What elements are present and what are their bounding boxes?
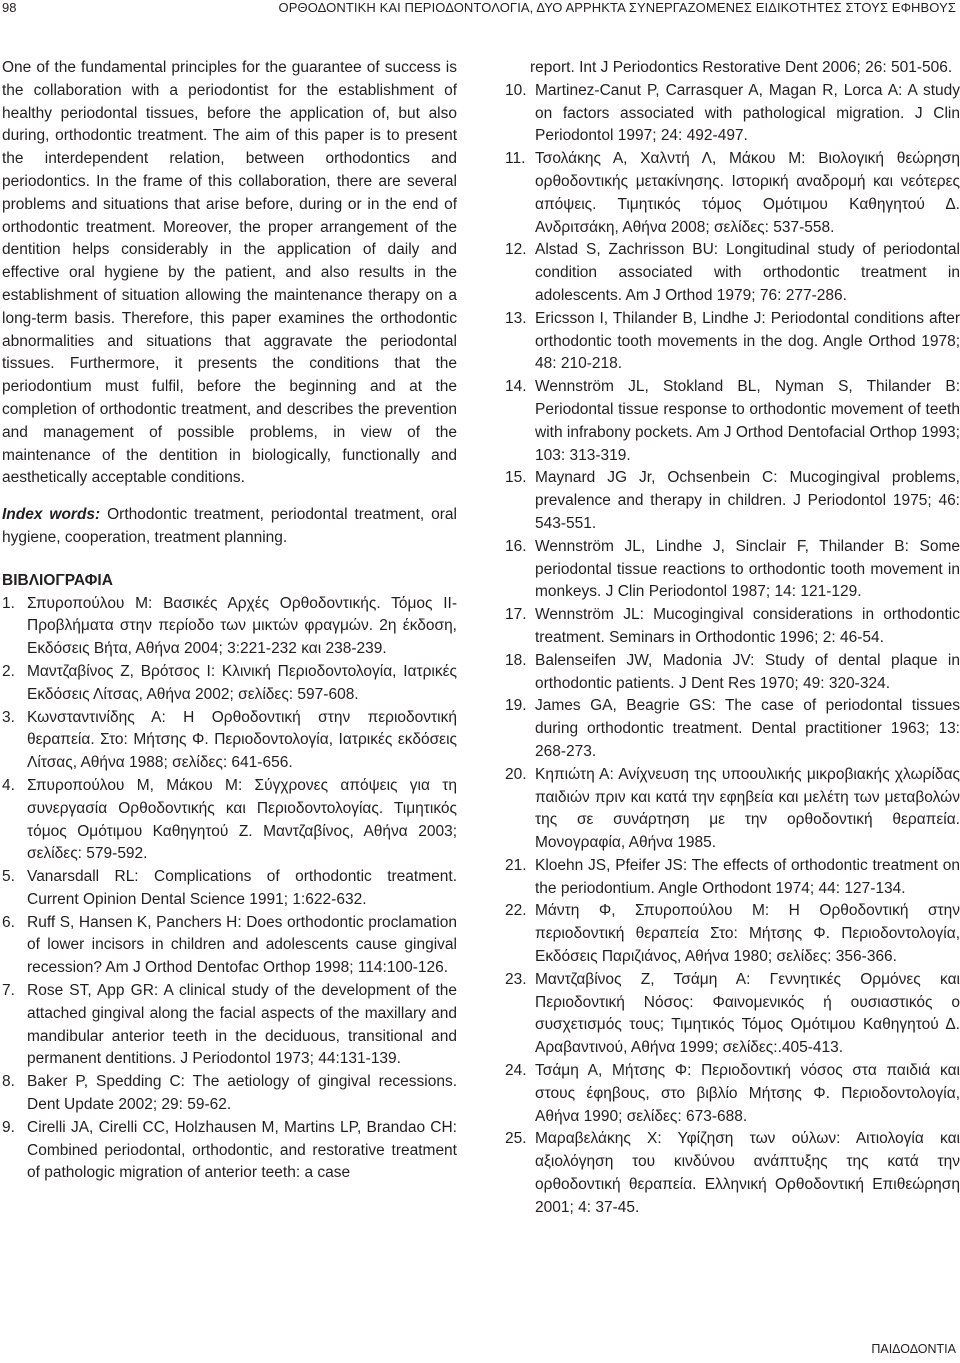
reference-item: [505, 148, 960, 239]
reference-item: [2, 1071, 457, 1117]
reference-item: [505, 1128, 960, 1219]
reference-item: [505, 80, 960, 148]
reference-text: Ruff S, Hansen K, Panchers H: Does orthodontic proclamation of lower incisors in children and adolescents cause gingival recession? Am J Orthod Dentofac Orthop 1998; 114:100-126.: [27, 913, 457, 977]
reference-text: Wennström JL: Mucogingival considerations in orthodontic treatment. Seminars in Orthodontic 1996; 2: 46-54.: [535, 606, 960, 646]
reference-text: Maynard JG Jr, Ochsenbein C: Mucogingival problems, prevalence and therapy in children. J Periodontol 1975; 46: 543-551.: [535, 469, 960, 532]
reference-number: 8.: [2, 1073, 15, 1091]
reference-item: [2, 707, 457, 775]
reference-text: Wennström JL, Lindhe J, Sinclair F, Thilander B: Some periodontal tissue reactions to orthodontic tooth movement in monkeys. J Clin Periodontol 1987; 14: 121-129.: [535, 537, 960, 601]
page-number: 98: [2, 0, 17, 15]
reference-item: [2, 980, 457, 1071]
reference-item: [2, 593, 457, 661]
reference-number: 1.: [2, 594, 15, 612]
reference-number: 6.: [2, 913, 15, 931]
reference-number: 19.: [505, 697, 527, 715]
reference-number: 22.: [505, 902, 527, 920]
reference-text: James GA, Beagrie GS: The case of periodontal tissues during orthodontic treatment. Dental practitioner 1963; 13: 268-273.: [535, 697, 960, 760]
reference-text: Μαντζαβίνος Ζ, Τσάμη Α: Γεννητικές Ορμόνες και Περιοδοντική Νόσος: Φαινομενικός ή ουσιαστικός ο συσχετισμός τους; Τιμητικός Τόμος Ομότιμου Καθηγητού Δ. Αραβαντινού, Αθήνα 1999; σελίδες:.405-413.: [535, 970, 960, 1057]
reference-text: Κωνσταντινίδης Α: Η Ορθοδοντική στην περιοδοντική θεραπεία. Στο: Μήτσης Φ. Περιοδοντολογία, Ιατρικές εκδόσεις Λίτσας, Αθήνα 1988; σελίδες: 641-656.: [27, 708, 457, 772]
left-column: [2, 57, 457, 1185]
reference-text: Μάντη Φ, Σπυροπούλου Μ: Η Ορθοδοντική στην περιοδοντική θεραπεία Στο: Μήτσης Φ. Περιοδοντολογία, Εκδόσεις Παριζιάνος, Αθήνα 1980; σελίδες: 356-366.: [535, 902, 960, 966]
reference-item: [505, 855, 960, 901]
reference-number: 11.: [505, 150, 526, 168]
reference-number: 3.: [2, 708, 15, 726]
reference-item: [2, 775, 457, 866]
reference-number: 18.: [505, 651, 527, 669]
reference-text: Balenseifen JW, Madonia JV: Study of dental plaque in orthodontic patients. J Dent Res 1970; 49: 320-324.: [535, 651, 960, 692]
references-list-right: [505, 80, 960, 1220]
reference-item: [2, 661, 457, 707]
reference-item: [505, 764, 960, 855]
reference-item: [505, 467, 960, 535]
reference-item: [2, 912, 457, 980]
reference-number: 20.: [505, 765, 527, 783]
reference-item: [505, 650, 960, 696]
reference-number: 16.: [505, 537, 527, 555]
reference-item: [505, 604, 960, 650]
reference-number: 12.: [505, 241, 527, 259]
abstract-text: One of the fundamental principles for the guarantee of success is the collaboration with a periodontist for the establishment of healthy periodontal tissues, before the application of, but also during, orthodontic treatment. The aim of this paper is to present the interdependent relation, between orthodontics and periodontics. In the frame of this collaboration, there are several problems and situations that arise before, during or in the end of orthodontic treatment. Moreover, the proper arrangement of the dentition helps considerably in the application of daily and effective oral hygiene by the patient, and also results in the establishment of situation allowing the maintenance therapy on a long-term basis. Therefore, this paper examines the orthodontic abnormalities and situations that aggravate the periodontal tissues. Furthermore, it presents the conditions that the periodontium must fulfil, before the beginning and at the completion of orthodontic treatment, and describes the prevention and management of possible problems, in view of the maintenance of the dentition in biologically, functionally and aesthetically acceptable conditions.: [2, 59, 457, 487]
reference-number: 23.: [505, 970, 527, 988]
reference-item: [505, 239, 960, 307]
reference-item: [505, 1060, 960, 1128]
reference-item: [505, 536, 960, 604]
reference-item: [505, 969, 960, 1060]
page-header: [0, 0, 960, 20]
reference-text: Τσάμη Α, Μήτσης Φ: Περιοδοντική νόσος στα παιδιά και στους έφηβους, στο βιβλίο Μήτσης Φ. Περιοδοντολογία, Αθήνα 1990; σελίδες: 673-688.: [535, 1062, 960, 1125]
reference-number: 15.: [505, 469, 527, 487]
reference-number: 14.: [505, 378, 527, 396]
reference-text: Baker P, Spedding C: The aetiology of gingival recessions. Dent Update 2002; 29: 59-62.: [27, 1073, 457, 1114]
reference-number: 10.: [505, 81, 527, 99]
reference-text: Martinez-Canut P, Carrasquer A, Magan R, Lorca A: A study on factors associated with pathological migration. J Clin Periodontol 1997; 24: 492-497.: [535, 81, 960, 145]
reference-text: Rose ST, App GR: A clinical study of the development of the attached gingival along the facial aspects of the maxillary and mandibular anterior teeth in the deciduous, transitional and permanent dentitions. J Periodontol 1973; 44:131-139.: [27, 982, 457, 1068]
references-list-left: [2, 593, 457, 1186]
reference-item: [505, 695, 960, 763]
reference-item: [505, 308, 960, 376]
reference-continuation: report. Int J Periodontics Restorative Dent 2006; 26: 501-506.: [530, 59, 953, 76]
reference-text: Τσολάκης Α, Χαλντή Λ, Μάκου Μ: Βιολογική θεώρηση ορθοδοντικής μετακίνησης. Ιστορική αναδρομή και νεότερες απόψεις. Τιμητικός τόμος Ομότιμου Καθηγητού Δ. Ανδριτσάκη, Αθήνα 2008; σελίδες: 537-558.: [535, 150, 960, 236]
index-words-label: Index words:: [2, 506, 101, 524]
reference-text: Μαραβελάκης Χ: Υφίζηση των ούλων: Αιτιολογία και αξιολόγηση του κινδύνου ανάπτυξης της κατά την ορθοδοντική θεραπεία. Ελληνική Ορθοδοντική Επιθεώρηση 2001; 4: 37-45.: [535, 1130, 960, 1216]
index-words: [2, 504, 457, 550]
references-heading: ΒΙΒΛΙΟΓΡΑΦΙΑ: [2, 571, 113, 589]
reference-text: Kloehn JS, Pfeifer JS: The effects of orthodontic treatment on the periodontium. Angle Orthodont 1974; 44: 127-134.: [535, 856, 960, 897]
reference-number: 21.: [505, 856, 527, 874]
reference-text: Cirelli JA, Cirelli CC, Holzhausen M, Martins LP, Brandao CH: Combined periodontal, orthodontic, and restorative treatment of pathologic migration of anterior teeth: a case: [27, 1118, 457, 1182]
reference-number: 7.: [2, 982, 15, 1000]
reference-item: [505, 900, 960, 968]
index-words-text: Orthodontic treatment, periodontal treatment, oral hygiene, cooperation, treatment planning.: [2, 506, 457, 546]
reference-number: 24.: [505, 1062, 527, 1080]
reference-text: Ericsson I, Thilander B, Lindhe J: Periodontal conditions after orthodontic tooth movements in the dog. Angle Orthod 1978; 48: 210-218.: [535, 309, 960, 373]
reference-text: Alstad S, Zachrisson BU: Longitudinal study of periodontal condition associated with orthodontic treatment in adolescents. Am J Orthod 1979; 76: 277-286.: [535, 241, 960, 304]
reference-number: 2.: [2, 662, 15, 680]
reference-text: Wennström JL, Stokland BL, Nyman S, Thilander B: Periodontal tissue response to orthodontic movement of teeth with infrabony pockets. Am J Orthod Dentofacial Orthop 1993; 103: 313-319.: [535, 378, 960, 464]
running-head: ΟΡΘΟΔΟΝΤΙΚΗ ΚΑΙ ΠΕΡΙΟΔΟΝΤΟΛΟΓΙΑ, ΔΥΟ ΑΡΡΗΚΤΑ ΣΥΝΕΡΓΑΖΟΜΕΝΕΣ ΕΙΔΙΚΟΤΗΤΕΣ ΣΤΟΥΣ ΕΦΗΒΟΥΣ: [278, 0, 956, 15]
reference-item: [505, 376, 960, 467]
reference-text: Κηπιώτη Α: Ανίχνευση της υποουλικής μικροβιακής χλωρίδας παιδιών πριν και κατά την εφηβεία και μελέτη των μεταβολών της σε συνάρτηση με την ορθοδοντική θεραπεία. Μονογραφία, Αθήνα 1985.: [535, 765, 960, 852]
reference-number: 17.: [505, 606, 527, 624]
reference-item: [2, 866, 457, 912]
right-column: [505, 57, 960, 1220]
reference-number: 9.: [2, 1118, 15, 1136]
reference-text: Μαντζαβίνος Ζ, Βρότσος Ι: Κλινική Περιοδοντολογία, Ιατρικές Εκδόσεις Λίτσας, Αθήνα 2002; σελίδες: 597-608.: [27, 662, 457, 703]
reference-item: [2, 1117, 457, 1185]
reference-text: Vanarsdall RL: Complications of orthodontic treatment. Current Opinion Dental Science 1991; 1:622-632.: [27, 868, 457, 908]
reference-text: Σπυροπούλου Μ: Βασικές Αρχές Ορθοδοντικής. Τόμος ΙΙ-Προβλήματα στην περίοδο των μικτών φραγμών. 2η έκδοση, Εκδόσεις Βήτα, Αθήνα 2004; 3:221-232 και 238-239.: [27, 594, 457, 658]
reference-number: 4.: [2, 776, 15, 794]
reference-number: 25.: [505, 1130, 527, 1148]
reference-number: 13.: [505, 309, 527, 327]
footer-journal-name: ΠΑΙΔΟΔΟΝΤΙΑ: [871, 1342, 956, 1356]
reference-text: Σπυροπούλου Μ, Μάκου Μ: Σύγχρονες απόψεις για τη συνεργασία Ορθοδοντικής και Περιοδοντολογίας. Τιμητικός τόμος Ομότιμου Καθηγητού Ζ. Μαντζαβίνος, Αθήνα 2003; σελίδες: 579-592.: [27, 776, 457, 863]
reference-number: 5.: [2, 868, 15, 886]
